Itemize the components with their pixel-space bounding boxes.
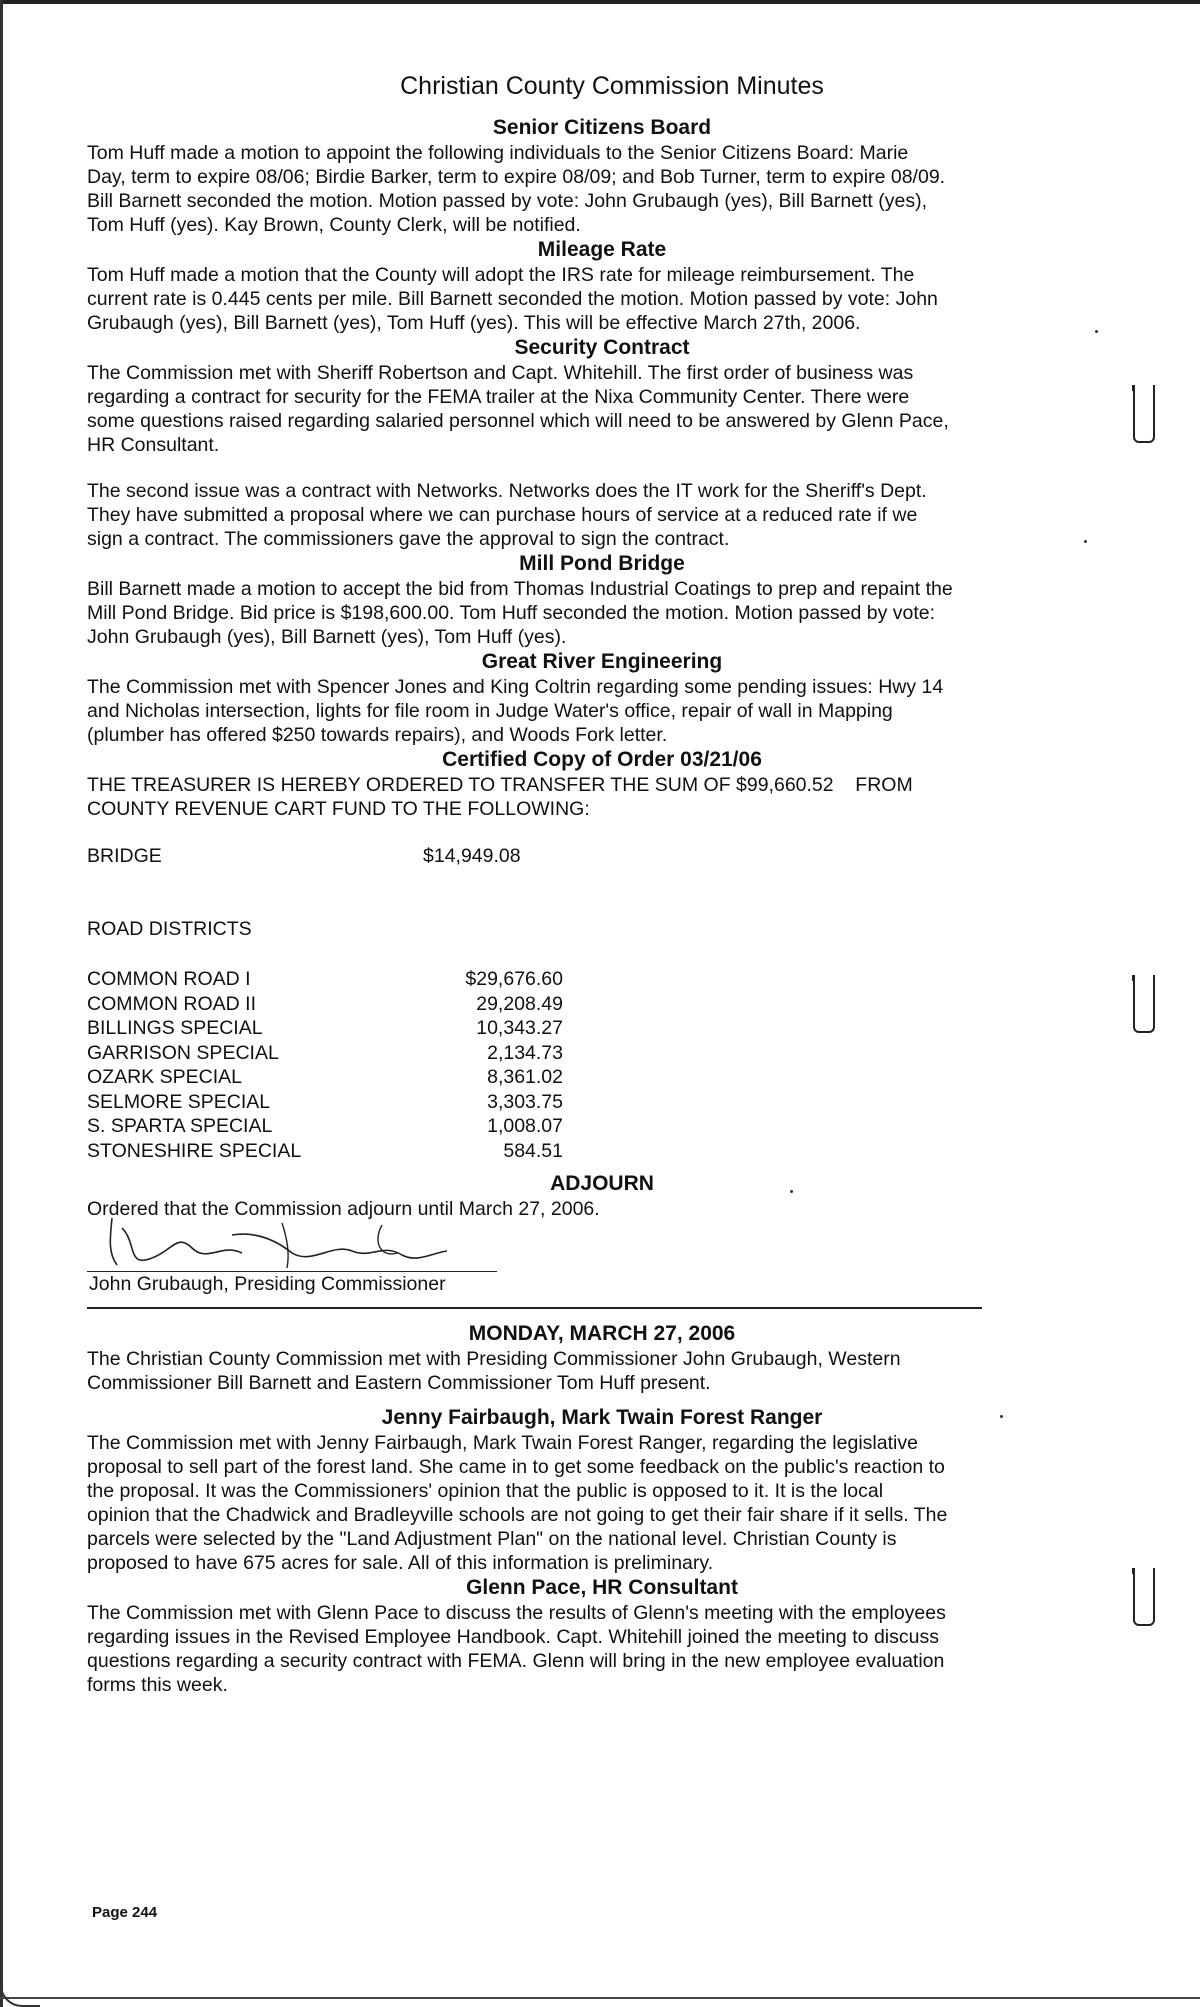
page-border-left: [0, 0, 3, 2007]
district-name: COMMON ROAD I: [87, 968, 251, 990]
district-row: [87, 1090, 1087, 1115]
district-row: [87, 1114, 1087, 1139]
paragraph-line: regarding issues in the Revised Employee Handbook. Capt. Whitehill joined the meeting to discuss: [87, 1626, 939, 1648]
paragraph-line: THE TREASURER IS HEREBY ORDERED TO TRANSFER THE SUM OF $99,660.52 FROM: [87, 774, 913, 796]
district-value: 1,008.07: [487, 1115, 563, 1137]
paragraph-line: The second issue was a contract with Networks. Networks does the IT work for the Sheriff's Dept.: [87, 480, 927, 502]
district-value: 3,303.75: [487, 1090, 563, 1113]
district-value: 10,343.27: [476, 1017, 563, 1039]
district-name: OZARK SPECIAL: [87, 1066, 242, 1088]
section-heading: Jenny Fairbaugh, Mark Twain Forest Ranger: [381, 1406, 823, 1429]
section-adjourn: [87, 1171, 1087, 1301]
signer-name: John Grubaugh, Presiding Commissioner: [89, 1273, 446, 1295]
paragraph-line: COUNTY REVENUE CART FUND TO THE FOLLOWING:: [87, 798, 590, 820]
allocation-label: BRIDGE: [87, 845, 162, 867]
paragraph-line: The Commission met with Glenn Pace to discuss the results of Glenn's meeting with the employees: [87, 1602, 946, 1624]
page-border-top: [0, 0, 1200, 4]
district-name: COMMON ROAD II: [87, 992, 256, 1015]
handwritten-signature: [82, 1213, 502, 1273]
paragraph-line: Grubaugh (yes), Bill Barnett (yes), Tom Huff (yes). This will be effective March 27th, 2006.: [87, 312, 861, 334]
district-value: 8,361.02: [487, 1066, 563, 1088]
minutes-document: [87, 72, 1087, 1697]
signature-block: [87, 1221, 507, 1301]
paragraph-line: some questions raised regarding salaried personnel which will need to be answered by Glenn Pace,: [87, 410, 949, 432]
paragraph-line: opinion that the Chadwick and Bradleyville schools are not going to get their fair share if it sells. The: [87, 1504, 948, 1526]
section-mill-pond-bridge: [87, 551, 1087, 649]
paragraph-line: They have submitted a proposal where we can purchase hours of service at a reduced rate if we: [87, 504, 918, 526]
section-hr-consultant: [87, 1575, 1087, 1697]
district-value: $29,676.60: [465, 968, 563, 990]
bridge-allocation: [87, 845, 1087, 868]
paragraph-line: Bill Barnett seconded the motion. Motion passed by vote: John Grubaugh (yes), Bill Barnett (yes),: [87, 190, 928, 212]
paragraph-line: The Commission met with Sheriff Robertson and Capt. Whitehill. The first order of business was: [87, 362, 914, 384]
district-value: 2,134.73: [487, 1041, 563, 1064]
paragraph-line: Tom Huff (yes). Kay Brown, County Clerk, will be notified.: [87, 214, 581, 236]
paragraph-line: The Commission met with Jenny Fairbaugh, Mark Twain Forest Ranger, regarding the legislative: [87, 1432, 918, 1454]
road-districts-heading: ROAD DISTRICTS: [87, 918, 252, 940]
section-certified-order: [87, 747, 1087, 1163]
section-monday-meeting: [87, 1321, 1087, 1395]
paragraph-line: proposal to sell part of the forest land. She came in to get some feedback on the public's reaction to: [87, 1456, 945, 1478]
section-great-river-engineering: [87, 649, 1087, 747]
paragraph-line: regarding a contract for security for the FEMA trailer at the Nixa Community Center. There were: [87, 386, 910, 408]
section-heading: Senior Citizens Board: [492, 116, 712, 139]
binder-tab: [1133, 1568, 1155, 1626]
district-value: 584.51: [503, 1139, 563, 1162]
district-row: [87, 967, 1087, 992]
section-heading: Certified Copy of Order 03/21/06: [442, 748, 762, 771]
district-name: S. SPARTA SPECIAL: [87, 1115, 273, 1137]
paragraph-line: The Commission met with Spencer Jones and King Coltrin regarding some pending issues: Hwy 14: [87, 676, 944, 698]
district-row: [87, 992, 1087, 1017]
section-heading: ADJOURN: [550, 1172, 654, 1195]
district-name: STONESHIRE SPECIAL: [87, 1139, 302, 1162]
paragraph-line: Tom Huff made a motion to appoint the following individuals to the Senior Citizens Board: Marie: [87, 142, 909, 164]
allocation-value: $14,949.08: [423, 845, 521, 867]
paragraph-line: HR Consultant.: [87, 434, 220, 456]
district-row: [87, 1065, 1087, 1090]
paragraph-line: sign a contract. The commissioners gave the approval to sign the contract.: [87, 528, 730, 550]
paragraph-line: Mill Pond Bridge. Bid price is $198,600.00. Tom Huff seconded the motion. Motion passed by vote:: [87, 602, 936, 624]
paragraph-line: Bill Barnett made a motion to accept the bid from Thomas Industrial Coatings to prep and repaint the: [87, 578, 953, 600]
binder-tab: [1133, 975, 1155, 1033]
section-heading: Security Contract: [514, 336, 690, 359]
district-name: SELMORE SPECIAL: [87, 1090, 271, 1113]
district-name: GARRISON SPECIAL: [87, 1041, 279, 1064]
paragraph-line: the proposal. It was the Commissioners' opinion that the public is opposed to it. It is the local: [87, 1480, 884, 1502]
district-row: [87, 1016, 1087, 1041]
paragraph-line: forms this week.: [87, 1674, 228, 1696]
section-senior-citizens: [87, 115, 1087, 237]
section-heading: Glenn Pace, HR Consultant: [466, 1576, 738, 1599]
district-row: [87, 1139, 1087, 1164]
scan-speck: [1095, 330, 1098, 333]
section-heading: Mill Pond Bridge: [519, 552, 685, 575]
section-heading: Mileage Rate: [537, 238, 667, 261]
page-corner: [0, 1985, 40, 2007]
signature-line: [87, 1271, 497, 1272]
paragraph-line: Commissioner Bill Barnett and Eastern Commissioner Tom Huff present.: [87, 1372, 711, 1394]
section-divider: [87, 1307, 982, 1309]
adjourn-statement: Ordered that the Commission adjourn until March 27, 2006.: [87, 1198, 600, 1220]
paragraph-line: proposed to have 675 acres for sale. All of this information is preliminary.: [87, 1552, 714, 1574]
page-number: Page 244: [92, 1904, 158, 1921]
paragraph-line: parcels were selected by the "Land Adjustment Plan" on the national level. Christian County is: [87, 1528, 897, 1550]
paragraph-line: (plumber has offered $250 towards repairs), and Woods Fork letter.: [87, 724, 668, 746]
paragraph-line: John Grubaugh (yes), Bill Barnett (yes), Tom Huff (yes).: [87, 626, 567, 648]
district-row: [87, 1041, 1087, 1066]
page-border-bottom: [0, 1997, 1200, 1999]
paragraph-line: Tom Huff made a motion that the County will adopt the IRS rate for mileage reimbursement. The: [87, 264, 915, 286]
section-heading: Great River Engineering: [481, 650, 723, 673]
paragraph-line: Day, term to expire 08/06; Birdie Barker, term to expire 08/09; and Bob Turner, term to expire 08/09.: [87, 166, 946, 188]
paragraph-line: The Christian County Commission met with Presiding Commissioner John Grubaugh, Western: [87, 1348, 901, 1370]
road-districts-table: [87, 967, 1087, 1163]
section-forest-ranger: [87, 1405, 1087, 1575]
document-title: Christian County Commission Minutes: [400, 72, 824, 100]
section-security-contract: [87, 335, 1087, 551]
binder-tab: [1133, 385, 1155, 443]
district-value: 29,208.49: [476, 992, 563, 1015]
paragraph-line: questions regarding a security contract with FEMA. Glenn will bring in the new employee evaluation: [87, 1650, 945, 1672]
section-heading: MONDAY, MARCH 27, 2006: [468, 1322, 736, 1345]
paragraph-line: current rate is 0.445 cents per mile. Bill Barnett seconded the motion. Motion passed by vote: John: [87, 288, 938, 310]
section-mileage-rate: [87, 237, 1087, 335]
district-name: BILLINGS SPECIAL: [87, 1017, 263, 1039]
paragraph-line: and Nicholas intersection, lights for file room in Judge Water's office, repair of wall in Mapping: [87, 700, 893, 722]
